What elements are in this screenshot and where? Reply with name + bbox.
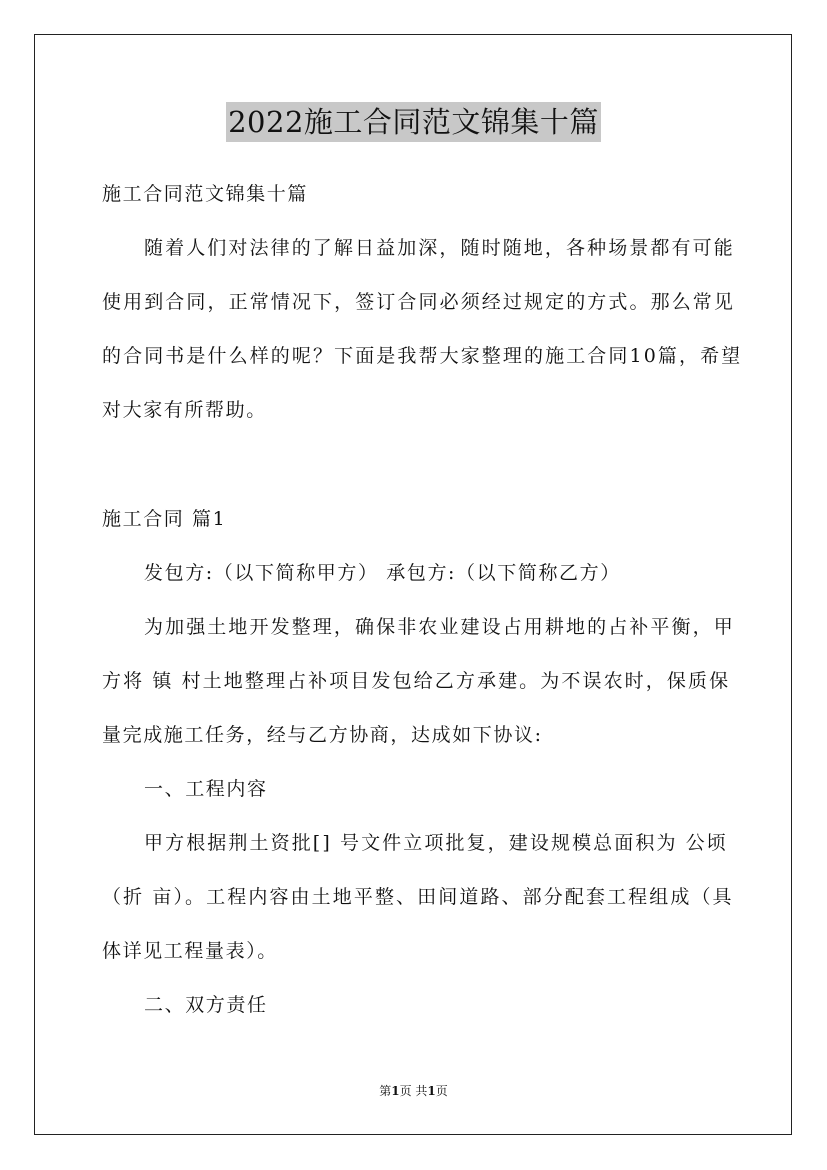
- parties-line: 发包方:（以下简称甲方） 承包方:（以下简称乙方）: [144, 562, 621, 584]
- para2-line-3: 体详见工程量表）。: [102, 940, 278, 962]
- footer-mid: 页 共: [399, 1084, 428, 1098]
- footer-total-pages: 1: [427, 1084, 436, 1098]
- intro-line-1: 随着人们对法律的了解日益加深，随时随地，各种场景都有可能: [144, 237, 735, 259]
- intro-line-3: 的合同书是什么样的呢？下面是我帮大家整理的施工合同10篇，希望: [102, 345, 743, 367]
- intro-line-2: 使用到合同，正常情况下，签订合同必须经过规定的方式。那么常见: [102, 291, 736, 313]
- para2-line-1: 甲方根据荆土资批[] 号文件立项批复，建设规模总面积为 公顷: [144, 832, 728, 854]
- footer-current-page: 1: [391, 1084, 400, 1098]
- section-heading: 施工合同 篇1: [102, 508, 227, 530]
- footer-prefix: 第: [379, 1084, 392, 1098]
- para1-line-1: 为加强土地开发整理，确保非农业建设占用耕地的占补平衡，甲: [144, 616, 735, 638]
- para1-line-3: 量完成施工任务，经与乙方协商，达成如下协议:: [102, 724, 543, 746]
- item1-heading: 一、工程内容: [144, 778, 268, 800]
- page-footer: [0, 1083, 827, 1099]
- document-subtitle: 施工合同范文锦集十篇: [102, 183, 309, 205]
- footer-suffix: 页: [435, 1084, 448, 1098]
- para2-line-2: （折 亩）。工程内容由土地平整、田间道路、部分配套工程组成（具: [102, 886, 734, 908]
- para1-line-2: 方将 镇 村土地整理占补项目发包给乙方承建。为不误农时，保质保: [102, 670, 731, 692]
- title-container: [0, 102, 827, 142]
- document-title: 2022施工合同范文锦集十篇: [226, 102, 601, 142]
- intro-line-4: 对大家有所帮助。: [102, 399, 267, 421]
- item2-heading: 二、双方责任: [144, 994, 268, 1016]
